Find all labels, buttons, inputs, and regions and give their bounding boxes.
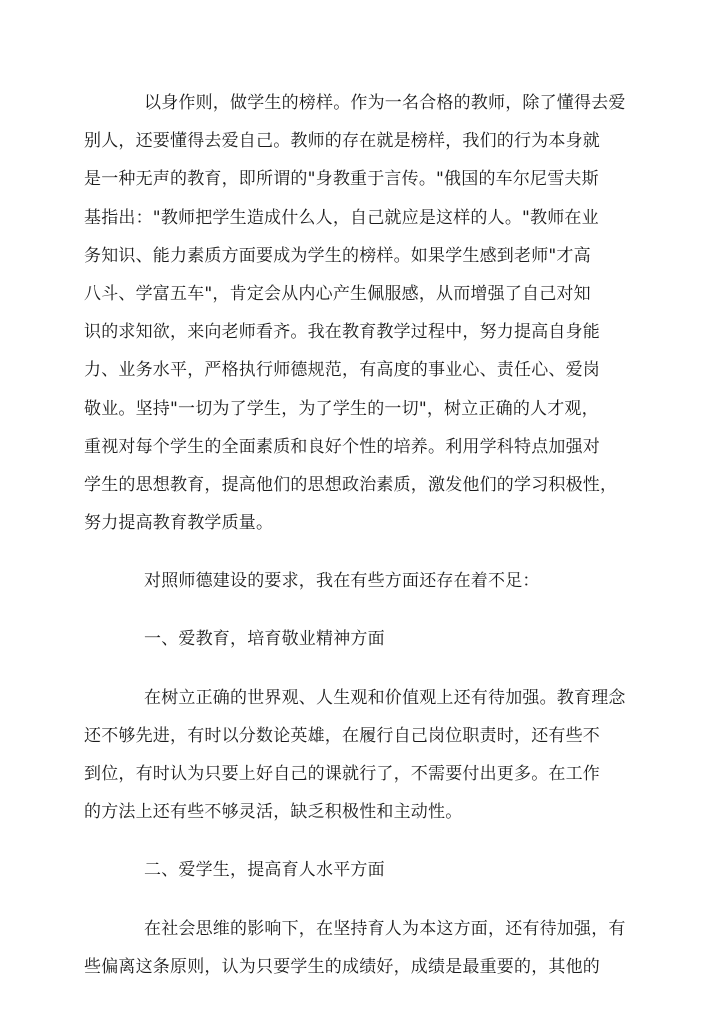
text-line: 的方法上还有些不够灵活，缺乏积极性和主动性。 bbox=[84, 802, 463, 823]
text-line: 到位，有时认为只要上好自己的课就行了，不需要付出更多。在工作 bbox=[84, 764, 600, 784]
paragraph-shortcomings-intro bbox=[84, 562, 604, 600]
text-line: 以身作则，做学生的榜样。作为一名合格的教师，除了懂得去爱 bbox=[144, 93, 626, 113]
document-page bbox=[84, 84, 626, 986]
text-line: 八斗、学富五车"，肯定会从内心产生佩服感，从而增强了自己对知 bbox=[84, 283, 591, 304]
text-line: 基指出："教师把学生造成什么人，自己就应是这样的人。"教师在业 bbox=[84, 207, 599, 228]
paragraph-education-issues bbox=[84, 679, 626, 832]
section-heading-education bbox=[84, 620, 604, 658]
text-line: 力、业务水平，严格执行师德规范，有高度的事业心、责任心、爱岗 bbox=[84, 360, 600, 381]
paragraph-role-model bbox=[84, 84, 626, 542]
paragraph-gap bbox=[84, 659, 604, 679]
text-line: 些偏离这条原则，认为只要学生的成绩好，成绩是最重要的，其他的 bbox=[84, 956, 600, 977]
text-line: 学生的思想教育，提高他们的思想政治素质，激发他们的学习积极性， bbox=[84, 474, 618, 495]
text-line: 对照师德建设的要求，我在有些方面还存在着不足： bbox=[144, 571, 540, 592]
text-line: 努力提高教育教学质量。 bbox=[84, 513, 274, 534]
text-line: 是一种无声的教育，即所谓的"身教重于言传。"俄国的车尔尼雪夫斯 bbox=[84, 169, 599, 190]
paragraph-gap bbox=[84, 542, 604, 562]
text-line: 别人，还要懂得去爱自己。教师的存在就是榜样，我们的行为本身就 bbox=[84, 131, 600, 152]
text-line: 识的求知欲，来向老师看齐。我在教育教学过程中，努力提高自身能 bbox=[84, 322, 600, 343]
section-heading-students bbox=[84, 851, 604, 889]
text-line: 务知识、能力素质方面要成为学生的榜样。如果学生感到老师"才高 bbox=[84, 245, 591, 266]
section-heading: 一、爱教育，培育敬业精神方面 bbox=[144, 629, 385, 650]
paragraph-student-issues bbox=[84, 910, 626, 986]
text-line: 在树立正确的世界观、人生观和价值观上还有待加强。教育理念 bbox=[144, 687, 626, 708]
section-heading: 二、爱学生，提高育人水平方面 bbox=[144, 860, 385, 881]
paragraph-gap bbox=[84, 890, 604, 910]
text-line: 敬业。坚持"一切为了学生，为了学生的一切"，树立正确的人才观， bbox=[84, 398, 599, 419]
text-line: 在社会思维的影响下，在坚持育人为本这方面，还有待加强，有 bbox=[144, 918, 626, 939]
paragraph-gap bbox=[84, 831, 604, 851]
text-line: 还不够先进，有时以分数论英雄，在履行自己岗位职责时，还有些不 bbox=[84, 725, 600, 746]
paragraph-gap bbox=[84, 600, 604, 620]
text-line: 重视对每个学生的全面素质和良好个性的培养。利用学科特点加强对 bbox=[84, 436, 600, 457]
